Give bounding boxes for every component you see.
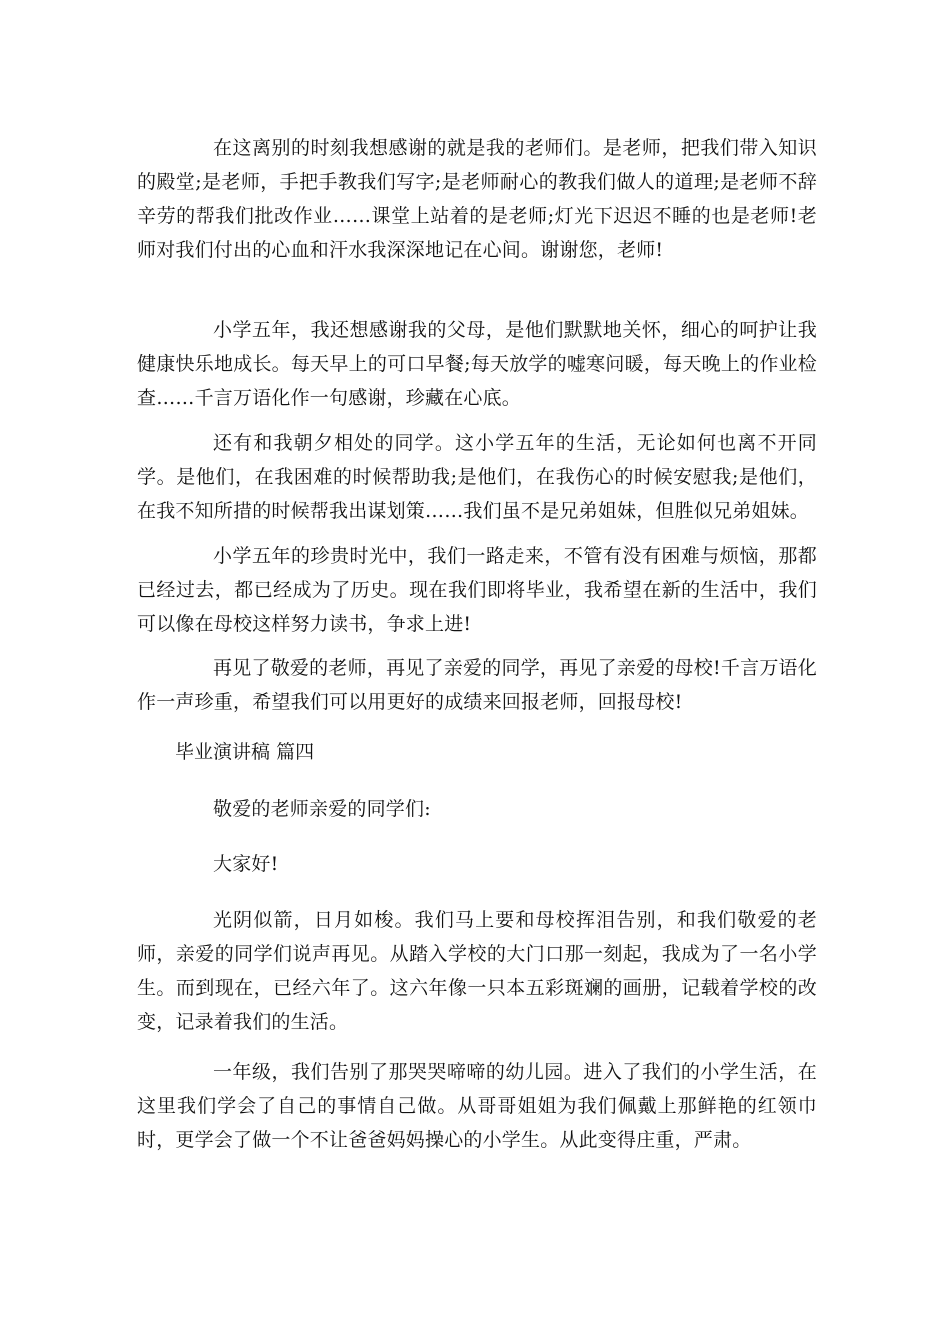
paragraph-time-flies: 光阴似箭，日月如梭。我们马上要和母校挥泪告别，和我们敬爱的老师，亲爱的同学们说声再见。从踏入学校的大门口那一刻起，我成为了一名小学生。而到现在，已经六年了。这六年像一只本五彩斑斓的画册，记载着学校的改变，记录着我们的生活。 <box>137 909 817 1033</box>
paragraph-looking-forward: 小学五年的珍贵时光中，我们一路走来，不管有没有困难与烦恼，那都已经过去，都已经成为了历史。现在我们即将毕业，我希望在新的生活中，我们可以像在母校这样努力读书，争求上进! <box>137 545 817 635</box>
paragraph-thanks-classmates: 还有和我朝夕相处的同学。这小学五年的生活，无论如何也离不开同学。是他们，在我困难的时候帮助我;是他们，在我伤心的时候安慰我;是他们，在我不知所措的时候帮我出谋划策……我们虽不是兄弟姐妹，但胜似兄弟姐妹。 <box>137 432 817 522</box>
paragraph-first-grade: 一年级，我们告别了那哭哭啼啼的幼儿园。进入了我们的小学生活，在这里我们学会了自己的事情自己做。从哥哥姐姐为我们佩戴上那鲜艳的红领巾时，更学会了做一个不让爸爸妈妈操心的小学生。从此变得庄重，严肃。 <box>137 1061 817 1151</box>
section-heading-part: 篇四 <box>276 741 315 763</box>
paragraph-thanks-parents: 小学五年，我还想感谢我的父母，是他们默默地关怀，细心的呵护让我健康快乐地成长。每天早上的可口早餐;每天放学的嘘寒问暖，每天晚上的作业检查……千言万语化作一句感谢，珍藏在心底。 <box>137 319 817 409</box>
paragraph-farewell: 再见了敬爱的老师，再见了亲爱的同学，再见了亲爱的母校!千言万语化作一声珍重，希望我们可以用更好的成绩来回报老师，回报母校! <box>137 657 817 713</box>
greeting: 大家好! <box>213 853 279 875</box>
salutation: 敬爱的老师亲爱的同学们: <box>213 798 431 820</box>
paragraph-thanks-teachers: 在这离别的时刻我想感谢的就是我的老师们。是老师，把我们带入知识的殿堂;是老师，手把手教我们写字;是老师耐心的教我们做人的道理;是老师不辞辛劳的帮我们批改作业……课堂上站着的是老师;灯光下迟迟不睡的也是老师!老师对我们付出的心血和汗水我深深地记在心间。谢谢您，老师! <box>137 137 817 261</box>
section-heading <box>175 735 314 769</box>
section-heading-title: 毕业演讲稿 <box>175 741 271 763</box>
